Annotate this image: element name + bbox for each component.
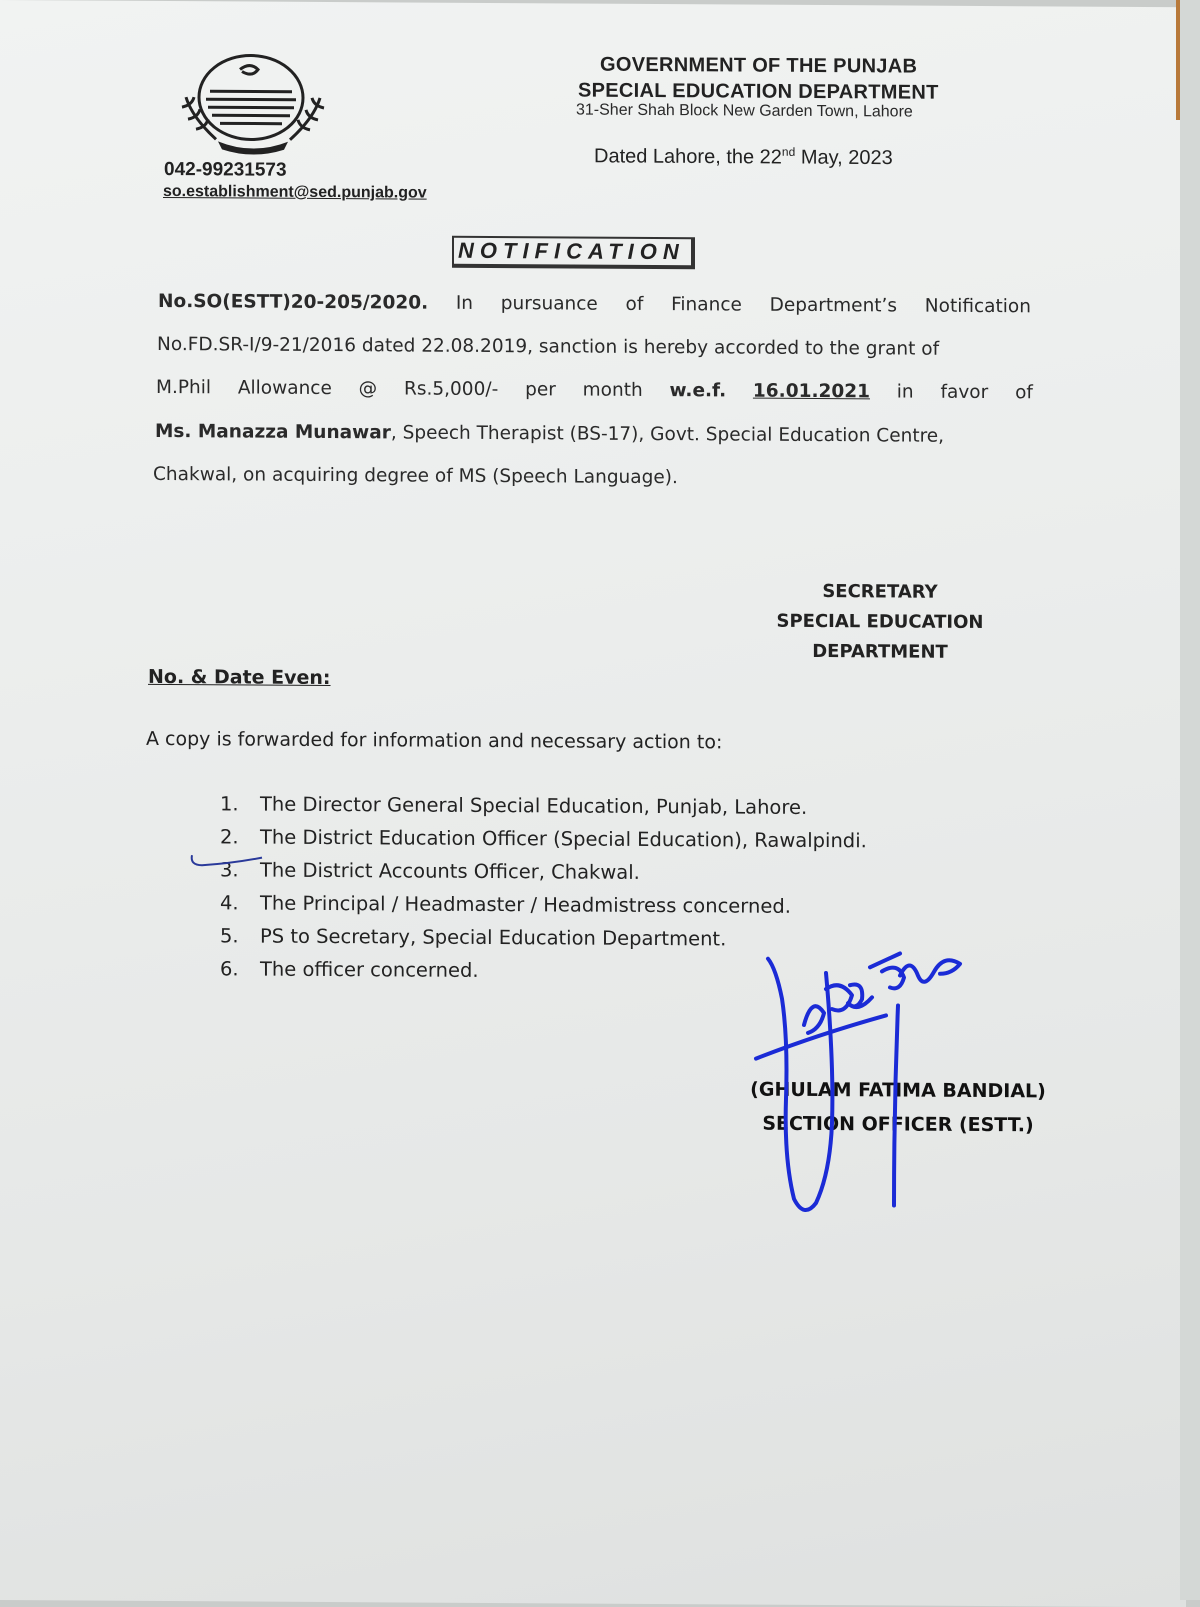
recipient-text: PS to Secretary, Special Education Department. (260, 925, 726, 951)
dated-ordinal: nd (782, 145, 795, 159)
body-line-5: Chakwal, on acquiring degree of MS (Speech Language). (153, 464, 678, 488)
adjacent-page-edge (1180, 0, 1200, 1600)
list-number: 6. (220, 952, 260, 985)
email-address: so.establishment@sed.punjab.gov (163, 183, 427, 203)
dated-line (594, 144, 893, 170)
recipient-text: The officer concerned. (260, 958, 479, 982)
punjab-government-emblem (178, 47, 328, 156)
dated-prefix: Dated Lahore, the 22 (594, 145, 782, 168)
effective-date: 16.01.2021 (753, 381, 870, 403)
recipient-text: The District Accounts Officer, Chakwal. (260, 859, 640, 884)
officer-name: (GHULAM FATIMA BANDIAL) (738, 1073, 1058, 1109)
body-word: of (626, 294, 644, 315)
body-word: @ (359, 378, 378, 399)
dated-suffix: May, 2023 (795, 147, 892, 170)
allowance-amount: Rs.5,000/- (404, 378, 498, 400)
body-word: M.Phil (156, 377, 211, 398)
body-word: Finance (671, 294, 742, 315)
body-word: month (583, 380, 643, 401)
body-line-1 (158, 291, 1031, 317)
body-word: Allowance (238, 377, 332, 399)
recipient-text: The Principal / Headmaster / Headmistress concerned. (260, 892, 791, 918)
list-item (220, 853, 867, 890)
notification-title: NOTIFICATION (452, 236, 695, 269)
body-line-2: No.FD.SR-I/9-21/2016 dated 22.08.2019, sanction is hereby accorded to the grant of (157, 334, 939, 360)
list-number: 4. (220, 886, 260, 919)
recipient-text: The Director General Special Education, Punjab, Lahore. (260, 793, 807, 819)
wef-label: w.e.f. (670, 380, 727, 401)
pen-tick-mark (188, 849, 268, 871)
list-item (220, 886, 867, 923)
body-word: favor (941, 382, 989, 403)
officer-title: SECTION OFFICER (ESTT.) (738, 1107, 1058, 1143)
body-word: Notification (925, 296, 1031, 318)
employee-name: Ms. Manazza Munawar (155, 421, 391, 443)
body-word: pursuance (501, 293, 598, 315)
body-word: per (525, 379, 556, 400)
endorsement-intro: A copy is forwarded for information and necessary action to: (146, 728, 722, 754)
phone-number: 042-99231573 (164, 159, 287, 182)
body-word: of (1015, 382, 1033, 403)
secretary-block (760, 577, 1000, 668)
list-item (220, 787, 867, 824)
list-number: 3. (220, 853, 260, 886)
employee-designation: , Speech Therapist (BS-17), Govt. Special Education Centre, (391, 422, 944, 446)
list-number: 5. (220, 919, 260, 952)
body-line-4 (155, 421, 944, 447)
secretary-department-end: DEPARTMENT (760, 637, 1000, 668)
government-heading: GOVERNMENT OF THE PUNJAB (600, 54, 917, 79)
body-word: In (456, 293, 473, 314)
list-number: 2. (220, 820, 260, 853)
secretary-department: SPECIAL EDUCATION (760, 607, 1000, 638)
department-address: 31-Sher Shah Block New Garden Town, Lahore (576, 102, 913, 122)
secretary-title: SECRETARY (760, 577, 1000, 608)
handwritten-signature (750, 945, 1010, 1227)
recipient-text: The District Education Officer (Special Education), Rawalpindi. (260, 826, 867, 853)
reference-number: No.SO(ESTT)20-205/2020. (158, 291, 428, 314)
body-word: Department’s (770, 295, 897, 317)
list-item (220, 820, 867, 857)
department-heading: SPECIAL EDUCATION DEPARTMENT (578, 80, 939, 105)
body-word: in (897, 381, 914, 402)
list-number: 1. (220, 787, 260, 820)
endorsement-heading: No. & Date Even: (148, 666, 331, 689)
body-line-3 (156, 377, 1033, 403)
